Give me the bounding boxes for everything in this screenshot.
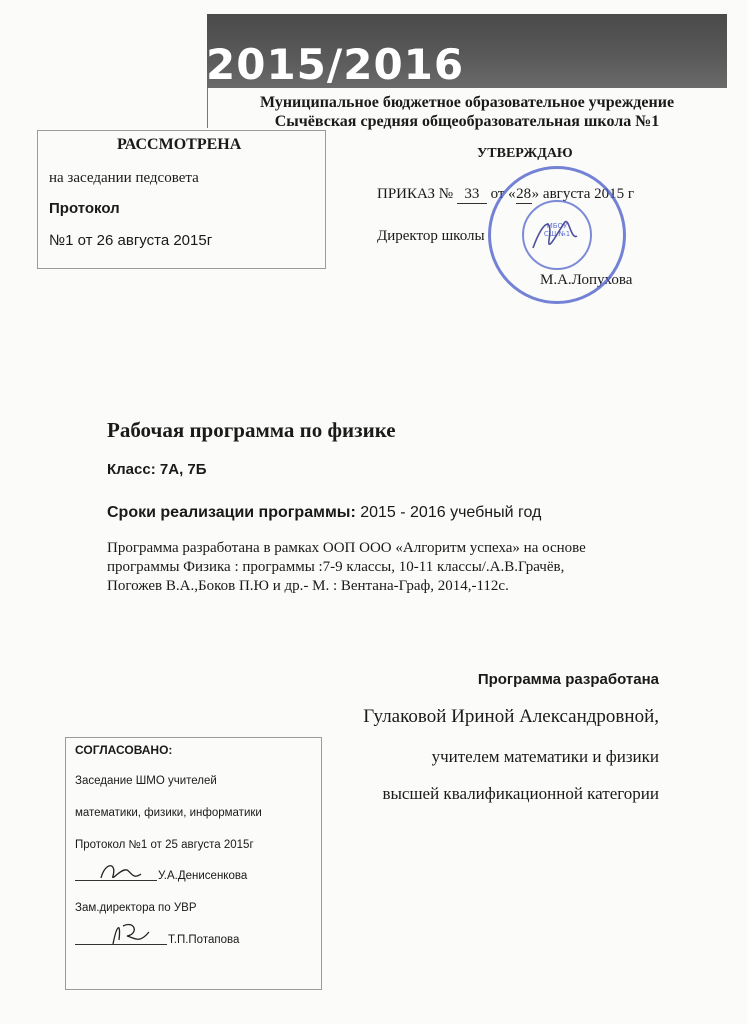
program-period <box>107 504 541 522</box>
stamp-line2: СШ №1 <box>543 230 571 238</box>
order-prefix: ПРИКАЗ № <box>377 186 454 202</box>
author-position: учителем математики и физики <box>431 747 659 766</box>
author-label: Программа разработана <box>477 671 659 688</box>
sign2-signature-icon <box>105 918 155 948</box>
agreed-protocol: Протокол №1 от 25 августа 2015г <box>75 839 254 851</box>
deputy-label: Зам.директора по УВР <box>75 902 197 914</box>
sign1-name: У.А.Денисенкова <box>158 870 248 882</box>
school-name-line2: Сычёвская средняя общеобразовательная школа №1 <box>274 113 660 130</box>
period-value: 2015 - 2016 учебный год <box>360 504 542 521</box>
sign2-name: Т.П.Потапова <box>168 934 240 946</box>
order-day: 28 <box>516 186 532 202</box>
director-signature-icon <box>525 210 585 260</box>
basis-line2: программы Физика : программы :7-9 классы, 10-11 классы/.А.В.Грачёв, <box>107 559 565 575</box>
agreed-line2: математики, физики, информатики <box>75 807 262 819</box>
reviewed-protocol: №1 от 26 августа 2015г <box>49 232 213 249</box>
school-name <box>207 93 727 131</box>
reviewed-line1: на заседании педсовета <box>49 170 199 186</box>
order-date-prefix: от « <box>490 186 516 202</box>
agreed-line1: Заседание ШМО учителей <box>75 775 217 787</box>
approved-title: УТВЕРЖДАЮ <box>477 146 573 161</box>
period-label: Сроки реализации программы: <box>107 504 356 521</box>
agreed-title: СОГЛАСОВАНО: <box>75 743 173 757</box>
order-date-suffix: » августа 2015 г <box>531 186 635 202</box>
program-title: Рабочая программа по физике <box>107 418 396 442</box>
school-name-line1: Муниципальное бюджетное образовательное учреждение <box>259 94 675 111</box>
sign1-signature-icon <box>95 858 145 886</box>
stamp-line1: МБОУ <box>546 222 568 230</box>
reviewed-protocol-label: Протокол <box>49 200 120 217</box>
program-basis <box>107 539 586 596</box>
class-label: Класс: <box>107 461 156 478</box>
program-class <box>107 461 207 478</box>
basis-line1: Программа разработана в рамках ООП ООО «Алгоритм успеха» на основе <box>107 540 586 556</box>
reviewed-title: РАССМОТРЕНА <box>117 136 242 153</box>
director-name: М.А.Лопухова <box>540 272 633 288</box>
class-value: 7А, 7Б <box>159 461 207 478</box>
director-label: Директор школы <box>377 228 485 244</box>
author-category: высшей квалификационной категории <box>382 784 659 803</box>
basis-line3: Погожев В.А.,Боков П.Ю и др.- М. : Вентана-Граф, 2014,-112с. <box>107 578 509 594</box>
author-name: Гулаковой Ириной Александровной, <box>363 706 659 727</box>
school-year: 2015/2016 <box>206 40 465 89</box>
order-number: 33 <box>457 186 487 204</box>
author-block <box>478 670 659 690</box>
